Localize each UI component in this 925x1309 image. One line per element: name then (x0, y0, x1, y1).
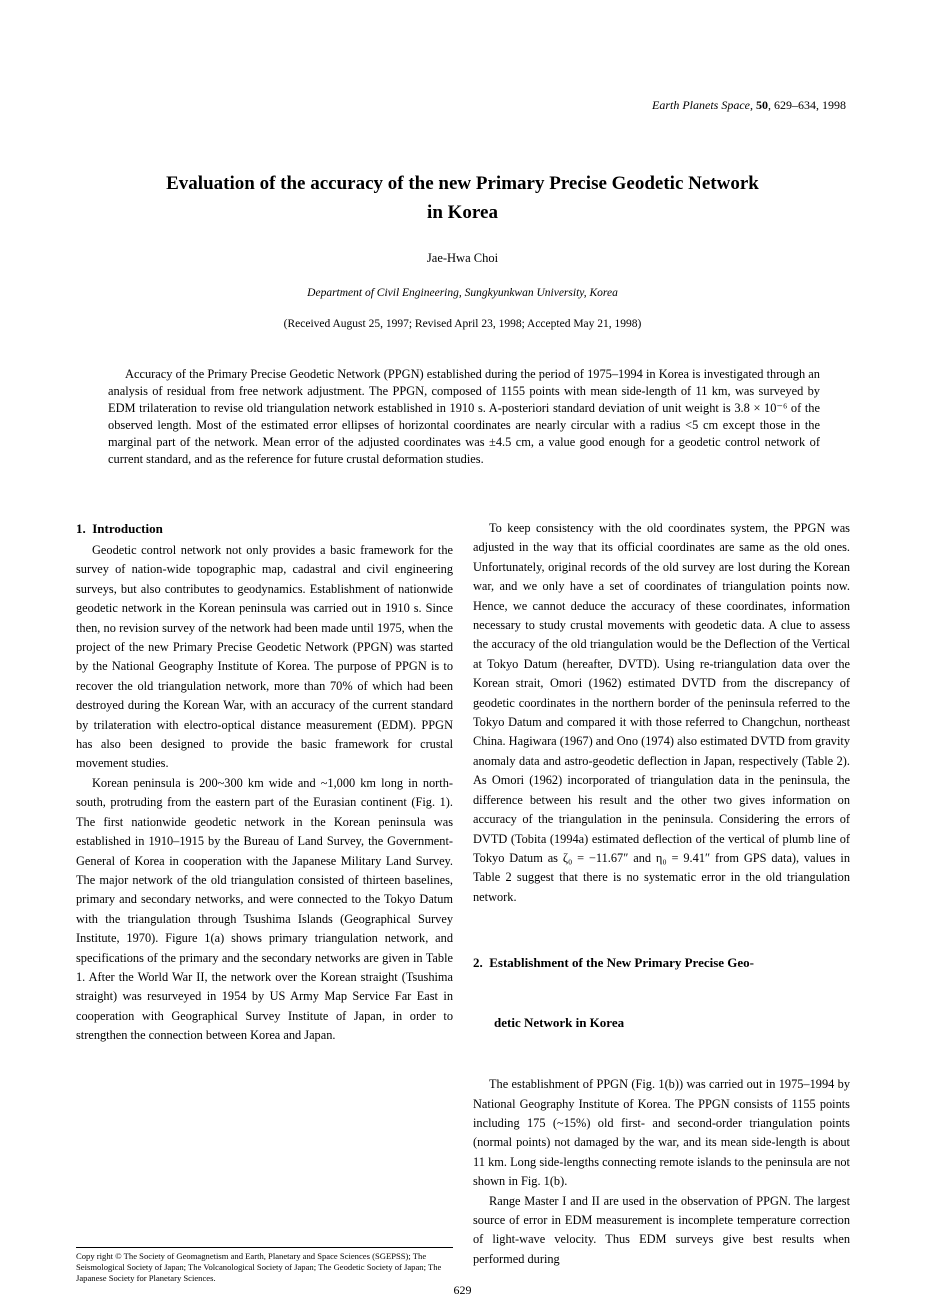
journal-volume: 50 (756, 98, 768, 112)
intro-paragraph-1: Geodetic control network not only provides a basic framework for the survey of nation-wide topographic map, cadastral and civil engineering surveys, but also contributes to geodynamics. Establishment of nationwide geodetic network in the Korean peninsula was carried out in 1910 s. Since then, no revision survey of the network had been made until 1975, when the project of the new Primary Precise Geodetic Network (PPGN) was started by the National Geography Institute of Korea. The purpose of PPGN is to recover the old triangulation network, more than 70% of which had been destroyed during the Korean War, with an accuracy of the current standard by trilateration with electro-optical distance measurement (EDM). PPGN has also been designed to provide the basic framework for crustal movement studies. (76, 543, 453, 771)
section-2-paragraph-2: Range Master I and II are used in the observation of PPGN. The largest source of error in EDM measurement is incomplete temperature correction of light-wave velocity. Thus EDM surveys give best results when performed during (473, 1193, 850, 1266)
paper-title (0, 169, 925, 227)
received-revised-accepted: (Received August 25, 1997; Revised April 23, 1998; Accepted May 21, 1998) (283, 318, 642, 330)
title-line-1: Evaluation of the accuracy of the new Primary Precise Geodetic Network (166, 173, 759, 194)
page-number: 629 (453, 1283, 472, 1297)
copyright-footer (76, 1247, 453, 1283)
abstract-text: Accuracy of the Primary Precise Geodetic Network (PPGN) established during the period of 1975–1994 in Korea is investigated through an analysis of residual from free network adjustment. The PPGN, composed of 1155 points with mean side-length of 11 km, was surveyed by EDM trilateration to revise old triangulation network established in 1910 s. A-posteriori standard deviation of unit weight is 3.8 × 10⁻⁶ of the observed length. Most of the estimated error ellipses of horizontal coordinates are nearly circular with a radius <5 cm except those in the marginal part of the network. Mean error of the adjusted coordinates was ±4.5 cm, a value good enough for a geodetic control network of current standard, and as the reference for future crustal deformation studies. (108, 367, 820, 466)
author-name: Jae-Hwa Choi (426, 251, 499, 265)
right-column (473, 519, 850, 1269)
body-columns (76, 519, 850, 1269)
section-2-paragraph-1: The establishment of PPGN (Fig. 1(b)) was carried out in 1975–1994 by National Geography Institute of Korea. The PPGN consists of 1155 points including 175 (~15%) old first- and second-order triangulation points (normal points) not damaged by the war, and its mean side-length is about 11 km. Long side-lengths connecting remote islands to the peninsula are not shown in Fig. 1(b). (473, 1077, 850, 1189)
section-2-heading (473, 913, 850, 1073)
section-1-heading: 1. Introduction (76, 521, 163, 536)
section-2-heading-line-2: detic Network in Korea (494, 1015, 625, 1031)
journal-name: Earth Planets Space, (652, 98, 756, 112)
title-line-2: in Korea (427, 202, 498, 223)
journal-citation (652, 98, 846, 113)
intro-paragraph-3: To keep consistency with the old coordinates system, the PPGN was adjusted in the way that its official coordinates are same as the old ones. Unfortunately, original records of the old survey are lost during the Korean war, and we only have a set of coordinates of triangulation points now. Hence, we cannot deduce the accuracy of these coordinates, information necessary to study crustal movements with geodetic data. A clue to assess the accuracy of the old triangulation would be the Deflection of the Vertical at Tokyo Datum (hereafter, DVTD). Using re-triangulation data over the Korean strait, Omori (1962) estimated DVTD from the discrepancy of geodetic coordinates in the northern border of the peninsula referred to the Tokyo Datum and compared it with those referred to Changchun, northeast China. Hagiwara (1967) and Ono (1974) also estimated DVTD from gravity anomaly data and astro-geodetic deflection in Japan, respectively (Table 2). As Omori (1962) incorporated of triangulation data in the peninsula, the difference between his result and the other two gives information on accuracy of the triangulation in the peninsula. Considering the errors of DVTD (Tobita (1994a) estimated deflection of the vertical of plumb line of Tokyo Datum as ζ₀ = −11.67″ and η₀ = 9.41″ from GPS data), values in Table 2 suggest that there is no systematic error in the old triangulation network. (473, 521, 850, 904)
author-affiliation: Department of Civil Engineering, Sungkyunkwan University, Korea (307, 287, 618, 299)
copyright-text: Copy right © The Society of Geomagnetism and Earth, Planetary and Space Sciences (SGEPSS); The Seismological Society of Japan; The Volcanological Society of Japan; The Geodetic Society of Japan; The Japanese Society for Planetary Sciences. (76, 1251, 442, 1283)
section-2-heading-line-1: 2. Establishment of the New Primary Precise Geo- (473, 955, 755, 971)
journal-pages-year: , 629–634, 1998 (768, 98, 846, 112)
intro-paragraph-2: Korean peninsula is 200~300 km wide and ~1,000 km long in north-south, protruding from the eastern part of the Eurasian continent (Fig. 1). The first nationwide geodetic network in the Korean peninsula was established in 1910–1915 by the Bureau of Land Survey, the Government-General of Korea in cooperation with the Japanese Military Land Survey. The major network of the old triangulation consisted of thirteen baselines, primary and secondary networks, and were connected to the Tokyo Datum with the triangulation through Tsushima Islands (Geographical Survey Institute, 1970). Figure 1(a) shows primary triangulation network, and specifications of the primary and the secondary networks are given in Table 1. After the World War II, the network over the Korean straight (Tsushima straight) was resurveyed in 1954 by US Army Map Service Far East in cooperation with Geographical Survey Institute of Japan, in order to strengthen the connection between Korea and Japan. (76, 775, 453, 1043)
left-column (76, 519, 453, 1269)
